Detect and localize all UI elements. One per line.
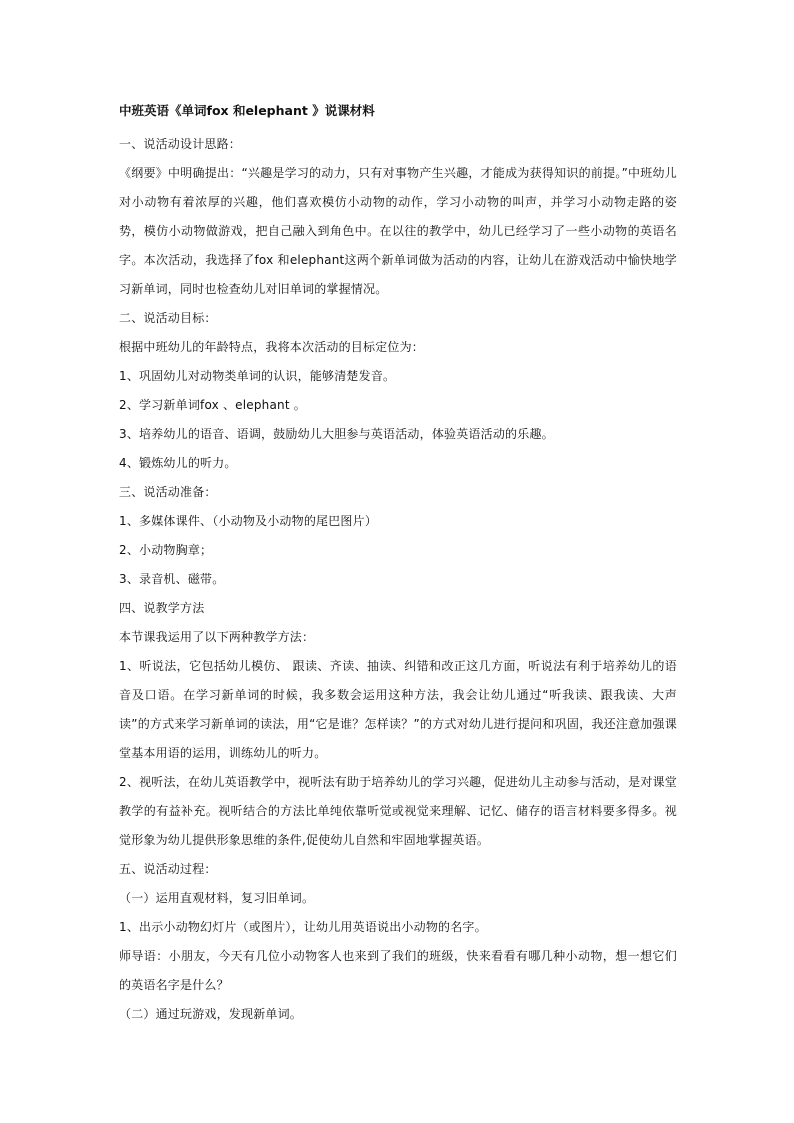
goal-item-1: 1、巩固幼儿对动物类单词的认识，能够清楚发音。 xyxy=(119,369,396,383)
paragraph-goals-intro: 根据中班幼儿的年龄特点，我将本次活动的目标定位为： xyxy=(119,340,425,354)
method-item-1: 1、听说法，它包括幼儿模仿、 跟读、齐读、抽读、纠错和改正这几方面，听说法有利于培养幼儿的语音及口语。在学习新单词的时候，我多数会运用这种方法，我会让幼儿通过“听我读、跟我读、大声读”的方式来学习新单词的读法，用“它是谁？怎样读？”的方式对幼儿进行提问和巩固，我还注意加强课堂基本用语的运用，训练幼儿的听力。 xyxy=(119,659,677,760)
section-heading-preparation: 三、说活动准备： xyxy=(119,485,217,499)
section-heading-goals: 二、说活动目标： xyxy=(119,311,217,325)
section-heading-process: 五、说活动过程： xyxy=(119,862,217,876)
preparation-item-1: 1、多媒体课件、（小动物及小动物的尾巴图片） xyxy=(119,514,378,528)
document-page xyxy=(119,101,677,1029)
process-step-1: （一）运用直观材料，复习旧单词。 xyxy=(119,891,315,905)
document-title: 中班英语《单词fox 和elephant 》说课材料 xyxy=(119,103,375,118)
teacher-guide-text: 师导语：小朋友，今天有几位小动物客人也来到了我们的班级，快来看看有哪几种小动物，想一想它们的英语名字是什么？ xyxy=(119,949,677,992)
preparation-item-3: 3、录音机、磁带。 xyxy=(119,572,225,586)
preparation-item-2: 2、小动物胸章； xyxy=(119,543,213,557)
method-item-2: 2、视听法，在幼儿英语教学中，视听法有助于培养幼儿的学习兴趣，促进幼儿主动参与活动，是对课堂教学的有益补充。视听结合的方法比单纯依靠听觉或视觉来理解、记忆、储存的语言材料要多得多。视觉形象为幼儿提供形象思维的条件,促使幼儿自然和牢固地掌握英语。 xyxy=(119,775,677,847)
goal-item-4: 4、锻炼幼儿的听力。 xyxy=(119,456,237,470)
section-heading-design-idea: 一、说活动设计思路： xyxy=(119,137,242,151)
goal-item-3: 3、培养幼儿的语音、语调，鼓励幼儿大胆参与英语活动，体验英语活动的乐趣。 xyxy=(119,427,554,441)
process-step-1-item-1: 1、出示小动物幻灯片（或图片），让幼儿用英语说出小动物的名字。 xyxy=(119,920,487,934)
paragraph-design-idea: 《纲要》中明确提出：“兴趣是学习的动力，只有对事物产生兴趣，才能成为获得知识的前提。”中班幼儿对小动物有着浓厚的兴趣，他们喜欢模仿小动物的动作，学习小动物的叫声，并学习小动物走路的姿势，模仿小动物做游戏，把自己融入到角色中。在以往的教学中，幼儿已经学习了一些小动物的英语名字。本次活动，我选择了fox 和elephant这两个新单词做为活动的内容，让幼儿在游戏活动中愉快地学习新单词，同时也检查幼儿对旧单词的掌握情况。 xyxy=(119,166,677,296)
section-heading-methods: 四、说教学方法 xyxy=(119,601,205,615)
process-step-2: （二）通过玩游戏，发现新单词。 xyxy=(119,1007,303,1021)
paragraph-methods-intro: 本节课我运用了以下两种教学方法： xyxy=(119,630,315,644)
goal-item-2: 2、学习新单词fox 、elephant 。 xyxy=(119,398,306,412)
